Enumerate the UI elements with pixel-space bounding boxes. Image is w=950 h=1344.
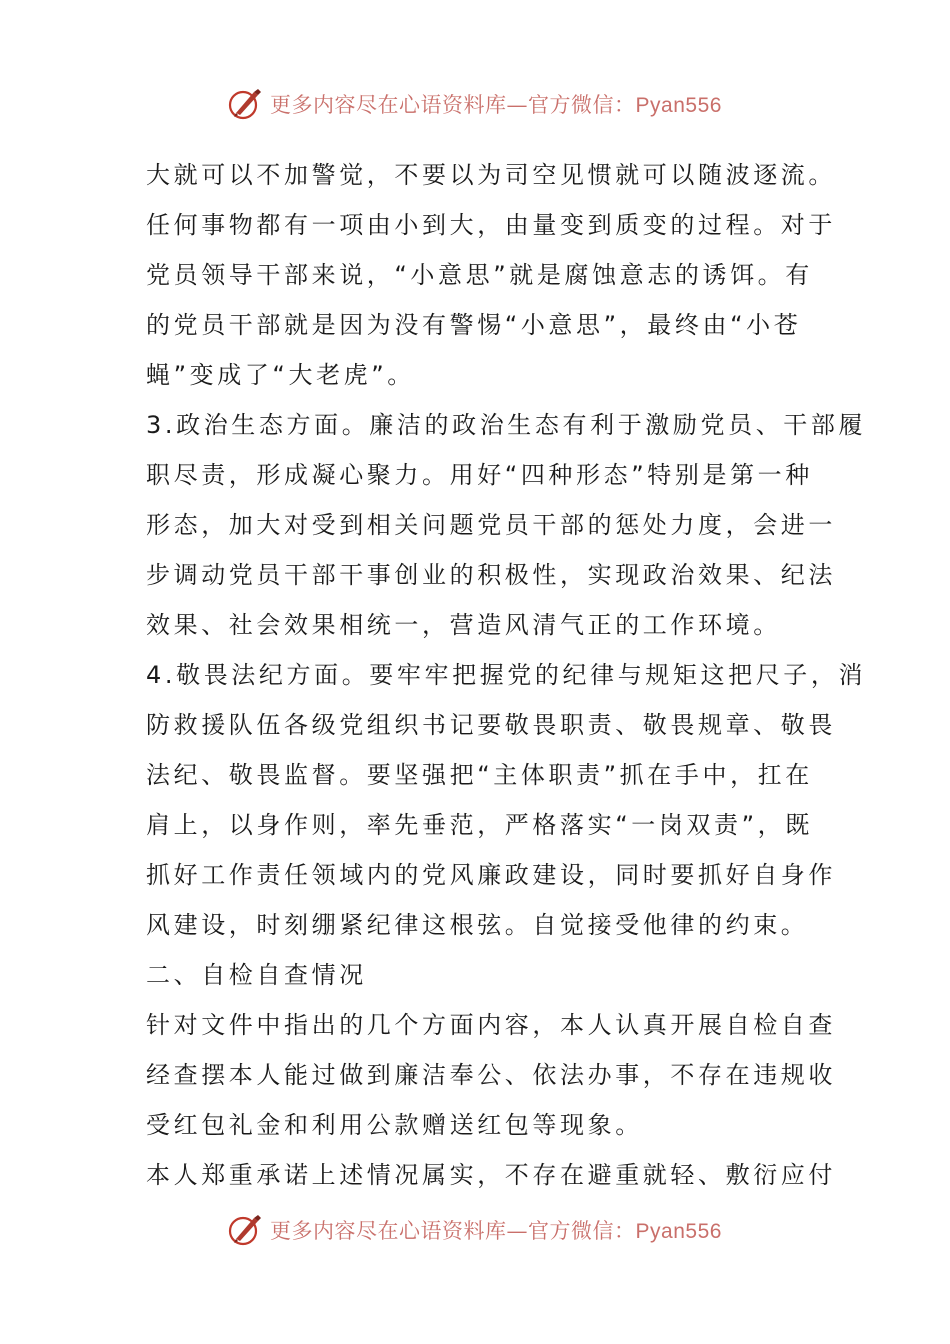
watermark-wechat-id: Pyan556 xyxy=(635,1220,722,1243)
text-line: 肩上，以身作则，率先垂范，严格落实“一岗双责”，既 xyxy=(146,811,813,839)
text-line: 受红包礼金和利用公款赠送红包等现象。 xyxy=(146,1111,643,1139)
section-heading-self-check: 二、自检自查情况 xyxy=(146,961,367,989)
text-line: 抓好工作责任领域内的党风廉政建设，同时要抓好自身作 xyxy=(146,861,836,889)
text-line: 效果、社会效果相统一，营造风清气正的工作环境。 xyxy=(146,611,781,639)
header-watermark xyxy=(0,82,950,126)
text-line: 步调动党员干部干事创业的积极性，实现政治效果、纪法 xyxy=(146,561,836,589)
pen-nib-logo-icon xyxy=(228,1212,264,1248)
pen-nib-logo-icon xyxy=(228,86,264,122)
footer-watermark xyxy=(0,1208,950,1252)
watermark-text: 更多内容尽在心语资料库—官方微信：Pyan556 xyxy=(270,1219,722,1243)
watermark-wechat-id: Pyan556 xyxy=(635,94,722,117)
text-line: 法纪、敬畏监督。要坚强把“主体职责”抓在手中，扛在 xyxy=(146,761,813,789)
text-line: 党员领导干部来说，“小意思”就是腐蚀意志的诱饵。有 xyxy=(146,261,813,289)
text-line: 针对文件中指出的几个方面内容，本人认真开展自检自查 xyxy=(146,1011,836,1039)
text-line: 本人郑重承诺上述情况属实，不存在避重就轻、敷衍应付 xyxy=(146,1161,836,1189)
text-line: 职尽责，形成凝心聚力。用好“四种形态”特别是第一种 xyxy=(146,461,813,489)
text-line: 大就可以不加警觉，不要以为司空见惯就可以随波逐流。 xyxy=(146,161,836,189)
text-line: 风建设，时刻绷紧纪律这根弦。自觉接受他律的约束。 xyxy=(146,911,809,939)
section-4-heading-line: 4.敬畏法纪方面。要牢牢把握党的纪律与规矩这把尺子，消 xyxy=(146,661,867,689)
text-line: 的党员干部就是因为没有警惕“小意思”，最终由“小苍 xyxy=(146,311,802,339)
section-3-heading-line: 3.政治生态方面。廉洁的政治生态有利于激励党员、干部履 xyxy=(146,411,867,439)
text-line: 蝇”变成了“大老虎”。 xyxy=(146,361,415,389)
document-body xyxy=(146,150,867,1200)
text-line: 防救援队伍各级党组织书记要敬畏职责、敬畏规章、敬畏 xyxy=(146,711,836,739)
text-line: 经查摆本人能过做到廉洁奉公、依法办事，不存在违规收 xyxy=(146,1061,836,1089)
text-line: 任何事物都有一项由小到大，由量变到质变的过程。对于 xyxy=(146,211,836,239)
watermark-text: 更多内容尽在心语资料库—官方微信：Pyan556 xyxy=(270,93,722,117)
text-line: 形态，加大对受到相关问题党员干部的惩处力度，会进一 xyxy=(146,511,836,539)
